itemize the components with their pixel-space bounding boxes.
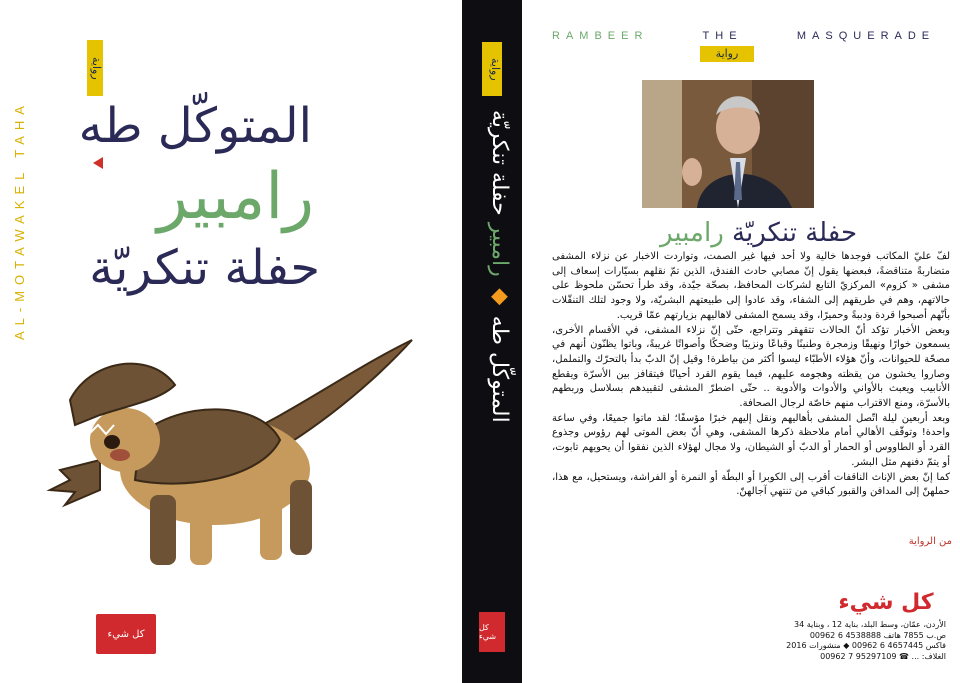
from-the-novel-label: من الرواية (908, 536, 952, 547)
author-photo (642, 80, 814, 208)
publisher-logo: كل شيء (96, 614, 156, 654)
spine-publisher-logo: كل شيء (479, 612, 505, 652)
spine (462, 0, 522, 683)
author-latin-vertical: AL-MOTAWAKEL TAHA (12, 100, 27, 340)
series-mid: THE (702, 30, 743, 42)
spine-title-text (472, 110, 512, 440)
back-title-main: رامبير (660, 218, 724, 248)
author-name: المتوكّل طه (78, 98, 312, 154)
book-subtitle: حفلة تنكريّة (89, 240, 320, 296)
spine-novel-tag: رواية (482, 42, 502, 96)
spine-author: المتوكّل طه (487, 315, 512, 423)
front-cover (0, 0, 462, 683)
back-title-subtitle: حفلة تنكريّة (732, 218, 858, 248)
red-triangle-icon (93, 157, 103, 169)
blurb-paragraph-4: كما إنّ بعض الإناث الناقفات أقرب إلى الكوبرا أو البطّة أو النمرة أو الفراشة، ويستحيل، مع هذا، حملهنّ إلى المدافن والقبور كباقي من تنتهي آجالهنّ. (552, 471, 950, 498)
book-title: رامبير (157, 160, 314, 234)
blurb-paragraph-1: لفّ عليّ المكاتب فوجدها خالية ولا أحد فيها غير الصمت، وتواردت الاخبار عن نزلاء المشفى متضاربةً متناقضةً، فبعضها يقول إنّ مصابي حادث الفندق، الذين تمّ نقلهم بسيّارات إسعاف إلى مشفى « كزوم» المركزيّ التابع لشركات المحافظ، بصحّة جيّدة، وقد طرأ تحسّن ملحوظ على حالاتهم، وهم في طريقهم إلى الشفاء، وقد عادوا إلى طبيعتهم البشريّة، ولا وجود لتلك التنقّلات بأنّهم أصبحوا قردة ودببةً وحميرًا، وقد يسمح المشفى لاهاليهم بزيارتهم عمّا قريب. (552, 251, 950, 321)
publisher-address (766, 620, 946, 662)
address-line: فاكس 4657445 6 00962 ◆ منشورات 2016 (786, 641, 946, 650)
dog-dinosaur-costume-illustration (40, 330, 425, 580)
back-blurb (552, 250, 950, 500)
spine-title: رامبير (487, 222, 512, 277)
back-publisher-logo: كل شيء (838, 590, 934, 615)
address-line: ص.ب 7855 هاتف 4538888 6 00962 (809, 630, 946, 640)
address-line: الأردن، عمّان، وسط البلد، بناية 12 ، وبناية 34 (794, 620, 946, 629)
back-title (660, 218, 857, 248)
address-line: الغلاف: ... ☎ 95297109 7 00962 (820, 651, 946, 661)
series-title (552, 30, 952, 42)
series-left: RAMBEER (552, 30, 649, 42)
novel-tag: رواية (87, 40, 103, 96)
spine-separator-icon: ◆ (487, 283, 512, 309)
blurb-paragraph-3: وبعد أربعين ليلة اتّصل المشفى بأهاليهم ونقل إليهم خبرًا مؤسفًا؛ لقد ماتوا جميعًا، وفي ساعة واحدة! وتوقّف الأهالي أمام ملاحظة ذكرها المشفى، وهي أنّ بعض الموتى لهم رؤوس وجذوع القرد أو الطاووس أو الحمار أو الدبّ أو الشيطان، ولا مجال لهؤلاء الذين نفقوا أن يحويهم تابوت، أو يتمّ دفنهم مثل البشر. (552, 412, 950, 468)
spine-subtitle: حفلة تنكريّة (487, 110, 512, 216)
blurb-paragraph-2: وبعض الأخبار تؤكد أنّ الحالات تتقهقر وتتراجع، حتّى إنّ نزلاء المشفى، في الأقسام الأخرى، يسمعون خوارًا ونهيقًا وزمجرة وطنينًا وقباعًا ونزيبًا وضحكًا وأصواتًا غريبةً، وباتوا يظنّون أنهم في مصحّة للحيوانات، وأنّ هؤلاء الأطبّاء ليسوا أكثر من بياطرة! وقيل إنّ الدبّ بدأ بالتحرّك والتململ، وصاروا يخشون من يقظته وهجومه عليهم، فيما يقوم القرد أحيانًا فيتقافز بين الأسرّة ويقطع الأنابيب ويعبث بالأواني والأدوات والأدوية .. حتّى اضطرّ المشفى لتقييدهم بسلاسل وربطهم بالأسرّة، ومنع الاقتراب منهم خاصّة لرجال الصحافة. (552, 324, 950, 410)
back-novel-tag: رواية (700, 46, 754, 62)
series-right: MASQUERADE (796, 30, 936, 42)
back-cover (522, 0, 960, 683)
